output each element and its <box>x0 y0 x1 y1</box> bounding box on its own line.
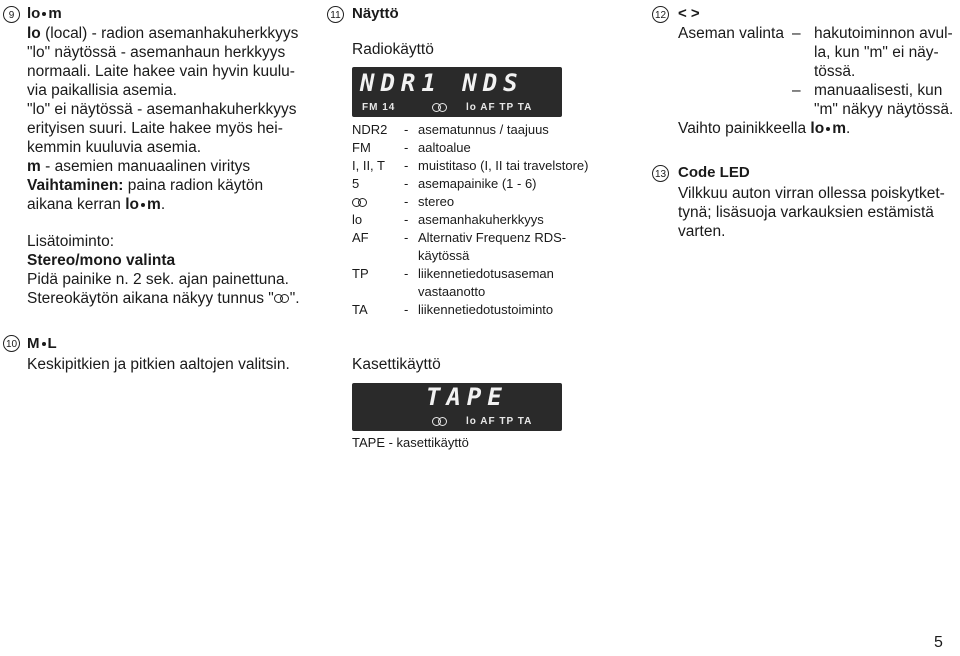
separator-dot <box>141 203 145 207</box>
legend-desc: liikennetiedotustoiminto <box>418 302 554 317</box>
switch-label: Vaihtaminen: <box>27 177 124 194</box>
tape-caption: TAPE - kasettikäyttö <box>352 435 469 450</box>
title-part-m: m <box>48 5 62 22</box>
change-line <box>678 119 850 138</box>
body-line: m - asemien manuaalinen viritys <box>27 158 251 175</box>
extra-line-1: Pidä painike n. 2 sek. ajan painettuna. <box>27 271 289 288</box>
tape-stereo-icon <box>432 417 448 427</box>
row2-line: manuaalisesti, kun <box>814 82 943 99</box>
dash: – <box>792 25 801 42</box>
title-part-l: L <box>47 335 57 352</box>
extra-line-2-text: Stereokäytön aikana näkyy tunnus " <box>27 290 274 307</box>
legend-key: NDR2 <box>352 122 388 137</box>
legend-key <box>352 283 404 301</box>
switch-line-2 <box>27 195 327 214</box>
radio-display <box>352 67 562 117</box>
legend-row <box>352 229 589 247</box>
change-end: . <box>846 120 851 137</box>
legend-desc: asemapainike (1 - 6) <box>418 176 537 191</box>
legend-key: lo <box>352 212 363 227</box>
legend-row <box>352 265 589 283</box>
page-number: 5 <box>934 634 943 651</box>
section-title-lo-m <box>27 5 62 23</box>
legend-dash: - <box>404 230 409 245</box>
legend-dash <box>404 247 418 265</box>
legend-desc: liikennetiedotusaseman <box>418 266 554 281</box>
legend-dash: - <box>404 140 409 155</box>
section-title-m-l <box>27 335 57 353</box>
body-line: kemmin kuuluvia asemia. <box>27 139 202 156</box>
display-stereo-icon <box>432 103 448 113</box>
legend-row <box>352 283 589 301</box>
body-line: "lo" ei näytössä - asemanhakuherkkyys <box>27 101 297 118</box>
extra-title: Stereo/mono valinta <box>27 252 176 269</box>
tape-display-indicators: lo AF TP TA <box>466 416 533 427</box>
legend-row <box>352 301 589 319</box>
key-lo: lo <box>810 120 825 137</box>
code-led-line: varten. <box>678 223 726 240</box>
legend-key: 5 <box>352 176 360 191</box>
section-number-12: 12 <box>652 6 669 23</box>
display-indicators-right: lo AF TP TA <box>466 102 533 113</box>
legend-desc: vastaanotto <box>418 284 486 299</box>
legend-dash: - <box>404 194 409 209</box>
line-text: - asemien manuaalinen viritys <box>40 158 251 175</box>
title-part-m: M <box>27 335 40 352</box>
legend-row <box>352 157 589 175</box>
key-m: m <box>147 196 161 213</box>
change-text: Vaihto painikkeella <box>678 120 811 137</box>
extra-line-2-end: ". <box>289 290 300 307</box>
legend-key: TA <box>352 302 368 317</box>
legend-row <box>352 121 589 139</box>
legend-dash: - <box>404 212 409 227</box>
separator-dot <box>826 127 830 131</box>
code-led-text <box>678 184 960 241</box>
legend-dash: - <box>404 302 409 317</box>
body-line: via paikallisia asemia. <box>27 82 177 99</box>
display-indicators-left: FM 14 <box>362 102 396 113</box>
key-m: m <box>832 120 846 137</box>
switch-text: paina radion käytön <box>123 177 264 194</box>
section-title-code-led: Code LED <box>678 164 750 181</box>
spacer <box>27 214 327 232</box>
row1-line: la, kun "m" ei näy- <box>814 44 939 61</box>
legend-key <box>352 193 404 211</box>
legend-dash <box>404 283 418 301</box>
legend-dash: - <box>404 176 409 191</box>
code-led-line: tynä; lisäsuoja varkauksien estämistä <box>678 204 934 221</box>
legend-desc: Alternativ Frequenz RDS- <box>418 230 567 245</box>
row1-line: hakutoiminnon avul- <box>814 25 953 42</box>
legend-key: I, II, T <box>352 158 385 173</box>
legend-desc: stereo <box>418 194 455 209</box>
tape-display <box>352 383 562 431</box>
row2-line: "m" näkyy näytössä. <box>814 101 954 118</box>
radio-label: Radiokäyttö <box>352 41 434 58</box>
section-number-13: 13 <box>652 165 669 182</box>
section-title-naytto: Näyttö <box>352 5 399 22</box>
legend-desc: aaltoalue <box>418 140 471 155</box>
display-main-text: NDR1 NDS <box>360 69 524 97</box>
legend-dash: - <box>404 158 409 173</box>
tape-display-main: TAPE <box>426 383 508 411</box>
stereo-icon <box>274 294 290 304</box>
legend-desc: asematunnus / taajuus <box>418 122 549 137</box>
row1-line: tössä. <box>814 63 856 80</box>
section-10-text: Keskipitkien ja pitkien aaltojen valitsin. <box>27 356 290 373</box>
line-text: (local) - radion asemanhakuherkkyys <box>40 25 299 42</box>
switch-text-2: aikana kerran <box>27 196 126 213</box>
key-lo: lo <box>125 196 140 213</box>
station-select-label: Aseman valinta <box>678 25 784 42</box>
legend-row <box>352 139 589 157</box>
legend-dash: - <box>404 122 409 137</box>
stereo-icon <box>352 198 368 208</box>
extra-label: Lisätoiminto: <box>27 233 115 250</box>
section-title-arrows: < > <box>678 5 700 22</box>
extra-line-2 <box>27 289 327 308</box>
section-number-9: 9 <box>3 6 20 23</box>
legend-desc: muistitaso (I, II tai travelstore) <box>418 158 589 173</box>
switch-line <box>27 176 327 195</box>
legend-key: FM <box>352 140 371 155</box>
separator-dot <box>42 12 46 16</box>
legend-key <box>352 247 404 265</box>
code-led-line: Vilkkuu auton virran ollessa poiskytket- <box>678 185 945 202</box>
section-number-10: 10 <box>3 335 20 352</box>
legend-dash: - <box>404 266 409 281</box>
legend-row <box>352 211 589 229</box>
legend-row <box>352 175 589 193</box>
legend-row <box>352 247 589 265</box>
display-legend <box>352 121 589 319</box>
section-number-11: 11 <box>327 6 344 23</box>
row1-lines <box>814 24 960 81</box>
legend-key: TP <box>352 266 369 281</box>
body-line: normaali. Laite hakee vain hyvin kuulu- <box>27 63 295 80</box>
separator-dot <box>42 342 46 346</box>
title-part-lo: lo <box>27 5 41 22</box>
body-line: lo (local) - radion asemanhakuherkkyys <box>27 25 299 42</box>
legend-key: AF <box>352 230 369 245</box>
tape-label: Kasettikäyttö <box>352 356 441 373</box>
row2-lines <box>814 81 960 119</box>
body-line: "lo" näytössä - asemanhaun herkkyys <box>27 44 286 61</box>
switch-end: . <box>160 196 166 213</box>
legend-row <box>352 193 589 211</box>
legend-desc: käytössä <box>418 248 470 263</box>
dash: – <box>792 82 801 99</box>
section-9-body <box>27 24 327 308</box>
body-line: erityisen suuri. Laite hakee myös hei- <box>27 120 283 137</box>
legend-desc: asemanhakuherkkyys <box>418 212 544 227</box>
